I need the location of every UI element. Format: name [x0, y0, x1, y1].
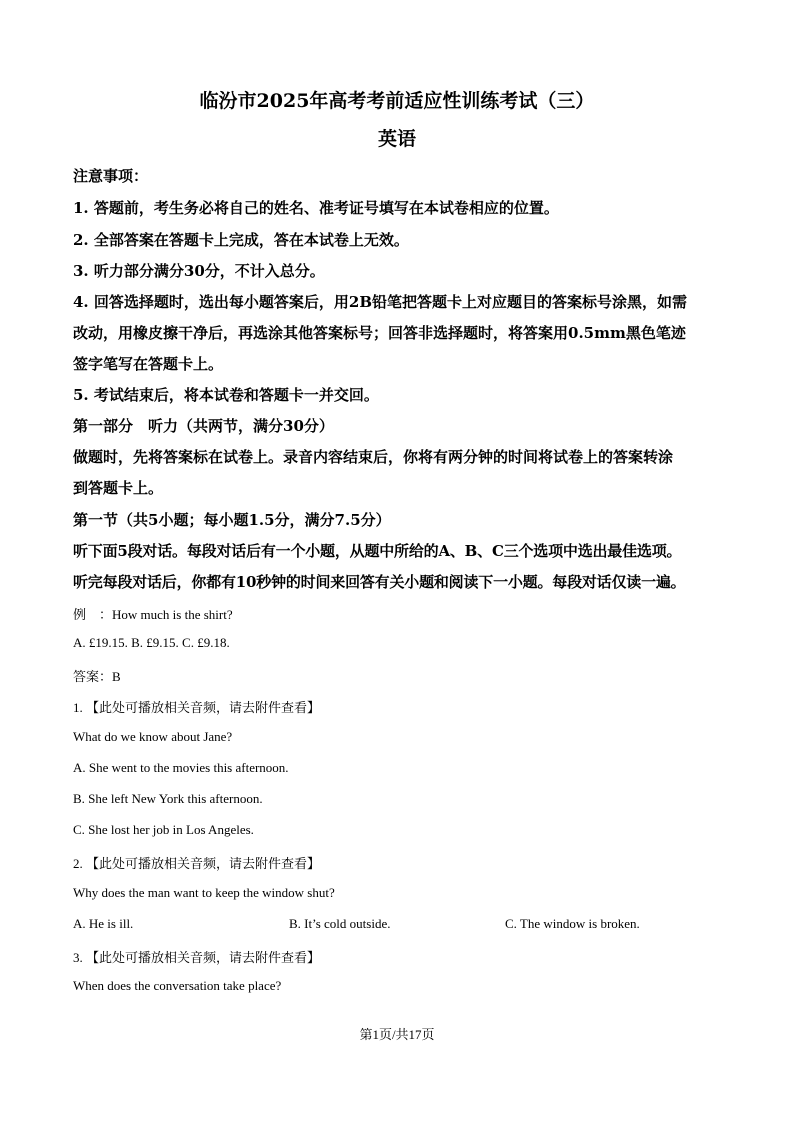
q1-audio-placeholder: 1. 【此处可播放相关音频，请去附件查看】	[73, 700, 321, 715]
part1-instruction-line-2: 到答题卡上。	[73, 479, 164, 497]
exam-title: 临汾市2025年高考考前适应性训练考试（三）	[199, 90, 595, 112]
q2-audio-placeholder: 2. 【此处可播放相关音频，请去附件查看】	[73, 856, 321, 871]
subject-title: 英语	[377, 128, 416, 150]
notice-item-4-line-1: 4. 回答选择题时，选出每小题答案后，用2B铅笔把答题卡上对应题目的答案标号涂黑，如需	[73, 293, 688, 311]
section1-line-2: 听完每段对话后，你都有10秒钟的时间来回答有关小题和阅读下一小题。每段对话仅读一遍。	[73, 573, 686, 591]
notice-item-5: 5. 考试结束后，将本试卷和答题卡一并交回。	[73, 386, 379, 404]
q1-option-b: B. She left New York this afternoon.	[73, 791, 263, 806]
part1-instruction-line-1: 做题时，先将答案标在试卷上。录音内容结束后，你将有两分钟的时间将试卷上的答案转涂	[73, 448, 674, 466]
notice-item-3: 3. 听力部分满分30分，不计入总分。	[73, 262, 325, 280]
notice-item-4-line-2: 改动，用橡皮擦干净后，再选涂其他答案标号；回答非选择题时，将答案用0.5mm黑色笔迹	[73, 324, 686, 342]
q1-option-c: C. She lost her job in Los Angeles.	[73, 822, 254, 837]
part1-heading: 第一部分 听力（共两节，满分30分）	[73, 417, 334, 435]
notice-heading: 注意事项：	[73, 167, 149, 185]
q2-option-c: C. The window is broken.	[505, 916, 640, 931]
notice-item-2: 2. 全部答案在答题卡上完成，答在本试卷上无效。	[73, 231, 409, 249]
page-number: 第1页/共17页	[359, 1027, 435, 1042]
example-question: 例 ：How much is the shirt?	[73, 607, 233, 622]
example-options: A. £19.15. B. £9.15. C. £9.18.	[73, 635, 230, 650]
q2-option-a: A. He is ill.	[73, 916, 134, 931]
q3-audio-placeholder: 3. 【此处可播放相关音频，请去附件查看】	[73, 950, 321, 965]
q1-stem: What do we know about Jane?	[73, 729, 233, 744]
q1-option-a: A. She went to the movies this afternoon.	[73, 760, 289, 775]
section1-heading: 第一节（共5小题；每小题1.5分，满分7.5分）	[73, 511, 391, 529]
q2-option-b: B. It’s cold outside.	[289, 916, 391, 931]
q3-stem: When does the conversation take place?	[73, 978, 282, 993]
q2-stem: Why does the man want to keep the window shut?	[73, 885, 335, 900]
section1-line-1: 听下面5段对话。每段对话后有一个小题，从题中所给的A、B、C三个选项中选出最佳选项。	[73, 542, 682, 560]
example-answer: 答案：B	[73, 669, 121, 684]
notice-item-1: 1. 答题前，考生务必将自己的姓名、准考证号填写在本试卷相应的位置。	[73, 199, 559, 217]
notice-item-4-line-3: 签字笔写在答题卡上。	[73, 355, 224, 373]
